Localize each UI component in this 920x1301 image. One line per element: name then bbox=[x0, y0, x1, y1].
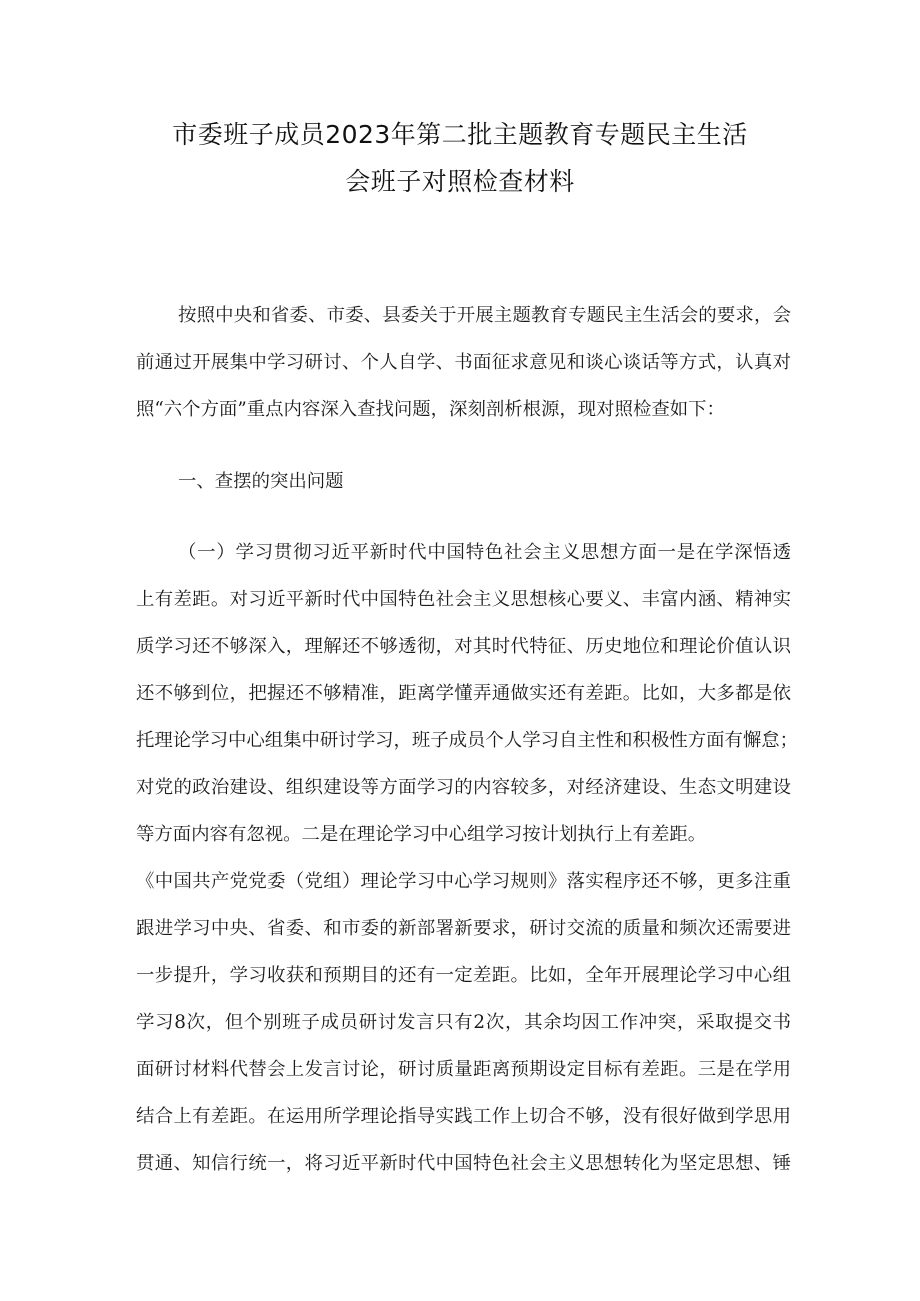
body-line: 贯通、知信行统一，将习近平新时代中国特色社会主义思想转化为坚定思想、锤 bbox=[136, 1153, 791, 1174]
body-line: 学习8次，但个别班子成员研讨发言只有2次，其余均因工作冲突，采取提交书 bbox=[136, 1012, 791, 1033]
body-line: 面研讨材料代替会上发言讨论，研讨质量距离预期设定目标有差距。三是在学用 bbox=[136, 1059, 791, 1080]
body-line: 结合上有差距。在运用所学理论指导实践工作上切合不够，没有很好做到学思用 bbox=[136, 1106, 791, 1127]
body-line: 对党的政治建设、组织建设等方面学习的内容较多，对经济建设、生态文明建设 bbox=[136, 777, 791, 798]
document-title-line-2: 会班子对照检查材料 bbox=[345, 167, 575, 196]
intro-line: 照“六个方面”重点内容深入查找问题，深刻剖析根源，现对照检查如下： bbox=[136, 399, 725, 420]
body-line: （一）学习贯彻习近平新时代中国特色社会主义思想方面一是在学深悟透 bbox=[178, 542, 791, 563]
body-line: 《中国共产党党委（党组）理论学习中心学习规则》落实程序还不够，更多注重 bbox=[136, 871, 791, 892]
intro-line: 按照中央和省委、市委、县委关于开展主题教育专题民主生活会的要求，会 bbox=[178, 305, 791, 326]
body-line: 等方面内容有忽视。二是在理论学习中心组学习按计划执行上有差距。 bbox=[136, 824, 707, 845]
body-line: 还不够到位，把握还不够精准，距离学懂弄通做实还有差距。比如，大多都是依 bbox=[136, 683, 791, 704]
body-line: 上有差距。对习近平新时代中国特色社会主义思想核心要义、丰富内涵、精神实 bbox=[136, 589, 791, 610]
body-line: 一步提升，学习收获和预期目的还有一定差距。比如，全年开展理论学习中心组 bbox=[136, 965, 791, 986]
section-heading: 一、查摆的突出问题 bbox=[178, 471, 344, 492]
document-title-line-1: 市委班子成员2023年第二批主题教育专题民主生活 bbox=[172, 120, 748, 149]
intro-line: 前通过开展集中学习研讨、个人自学、书面征求意见和谈心谈话等方式，认真对 bbox=[136, 352, 791, 373]
body-line: 托理论学习中心组集中研讨学习，班子成员个人学习自主性和积极性方面有懈怠； bbox=[136, 730, 799, 751]
body-line: 质学习还不够深入，理解还不够透彻，对其时代特征、历史地位和理论价值认识 bbox=[136, 636, 791, 657]
body-line: 跟进学习中央、省委、和市委的新部署新要求，研讨交流的质量和频次还需要进 bbox=[136, 918, 791, 939]
